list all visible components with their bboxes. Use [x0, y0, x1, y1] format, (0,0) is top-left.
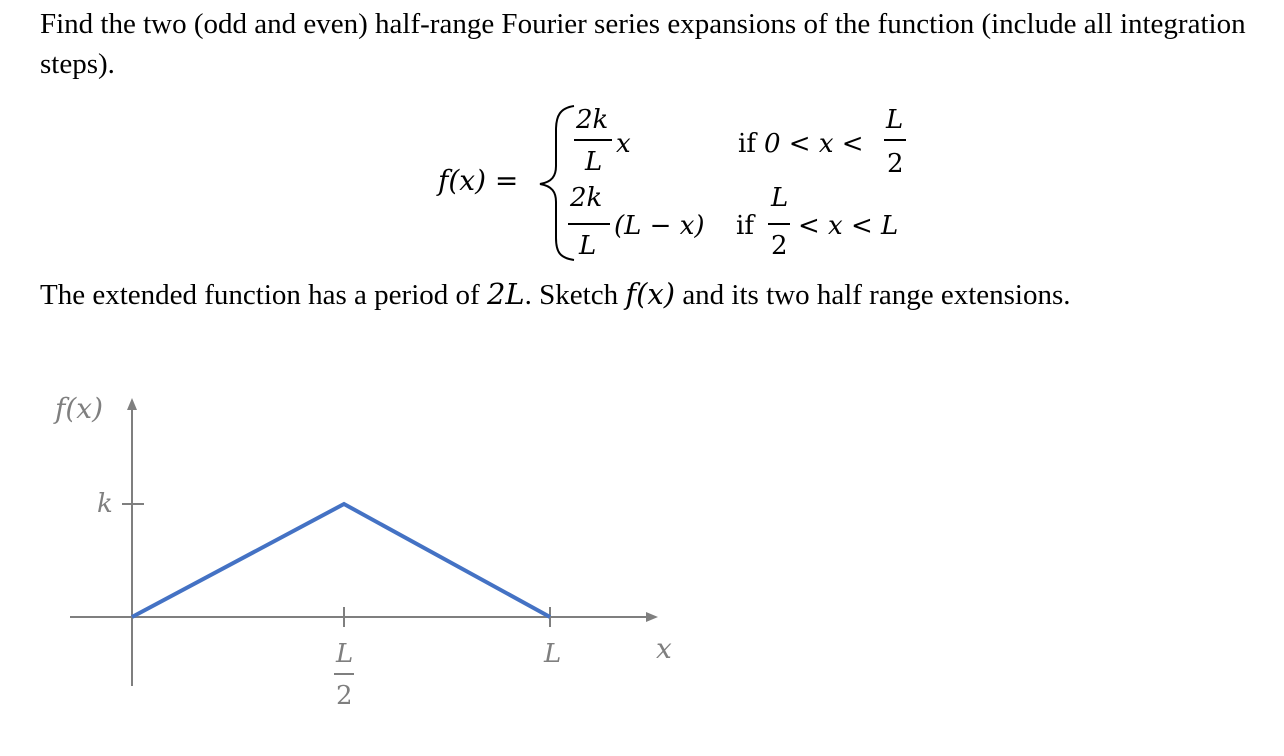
- case-1: [574, 105, 906, 179]
- case-1-expression: x: [616, 129, 631, 159]
- case-2-if: if: [736, 211, 754, 241]
- x-tick-l-half-den: 2: [336, 681, 353, 711]
- note-after: and its two half range extensions.: [675, 279, 1071, 311]
- case-1-cond-num: L: [886, 105, 904, 135]
- note-function: f(x): [625, 277, 676, 311]
- case-2-coef-num: 2k: [570, 183, 603, 213]
- function-sketch: [0, 370, 700, 720]
- note-text: [40, 274, 1276, 315]
- left-brace: [540, 106, 574, 260]
- x-tick-l-half-num: L: [336, 639, 354, 669]
- case-2-expression: (L − x): [614, 211, 705, 241]
- x-axis-arrow: [646, 612, 658, 622]
- case-2-cond-num: L: [771, 183, 789, 213]
- case-2-condition: < x < L: [798, 211, 899, 241]
- case-1-condition: 0 < x <: [764, 129, 864, 159]
- note-middle: . Sketch: [524, 279, 626, 311]
- case-2-coef-den: L: [579, 231, 597, 261]
- function-lhs: f(x) =: [438, 164, 519, 197]
- note-period: 2L: [486, 277, 525, 311]
- note-before: The extended function has a period of: [40, 279, 487, 311]
- case-2-cond-den: 2: [771, 231, 788, 261]
- case-1-cond-den: 2: [887, 149, 904, 179]
- case-1-coef-num: 2k: [576, 105, 609, 135]
- case-1-coef-den: L: [585, 147, 603, 177]
- y-axis-label: f(x): [55, 392, 104, 425]
- case-2: [568, 183, 898, 261]
- y-tick-label-k: k: [97, 489, 113, 519]
- piecewise-definition: [0, 0, 1284, 270]
- case-1-if: if: [738, 129, 756, 159]
- function-line: [132, 504, 550, 617]
- question-text: Find the two (odd and even) half-range Fourier series expansions of the function (include all integration steps).: [40, 8, 1246, 80]
- x-tick-l-label: L: [544, 639, 562, 669]
- x-axis-label: x: [656, 632, 672, 665]
- y-axis-arrow: [127, 398, 137, 410]
